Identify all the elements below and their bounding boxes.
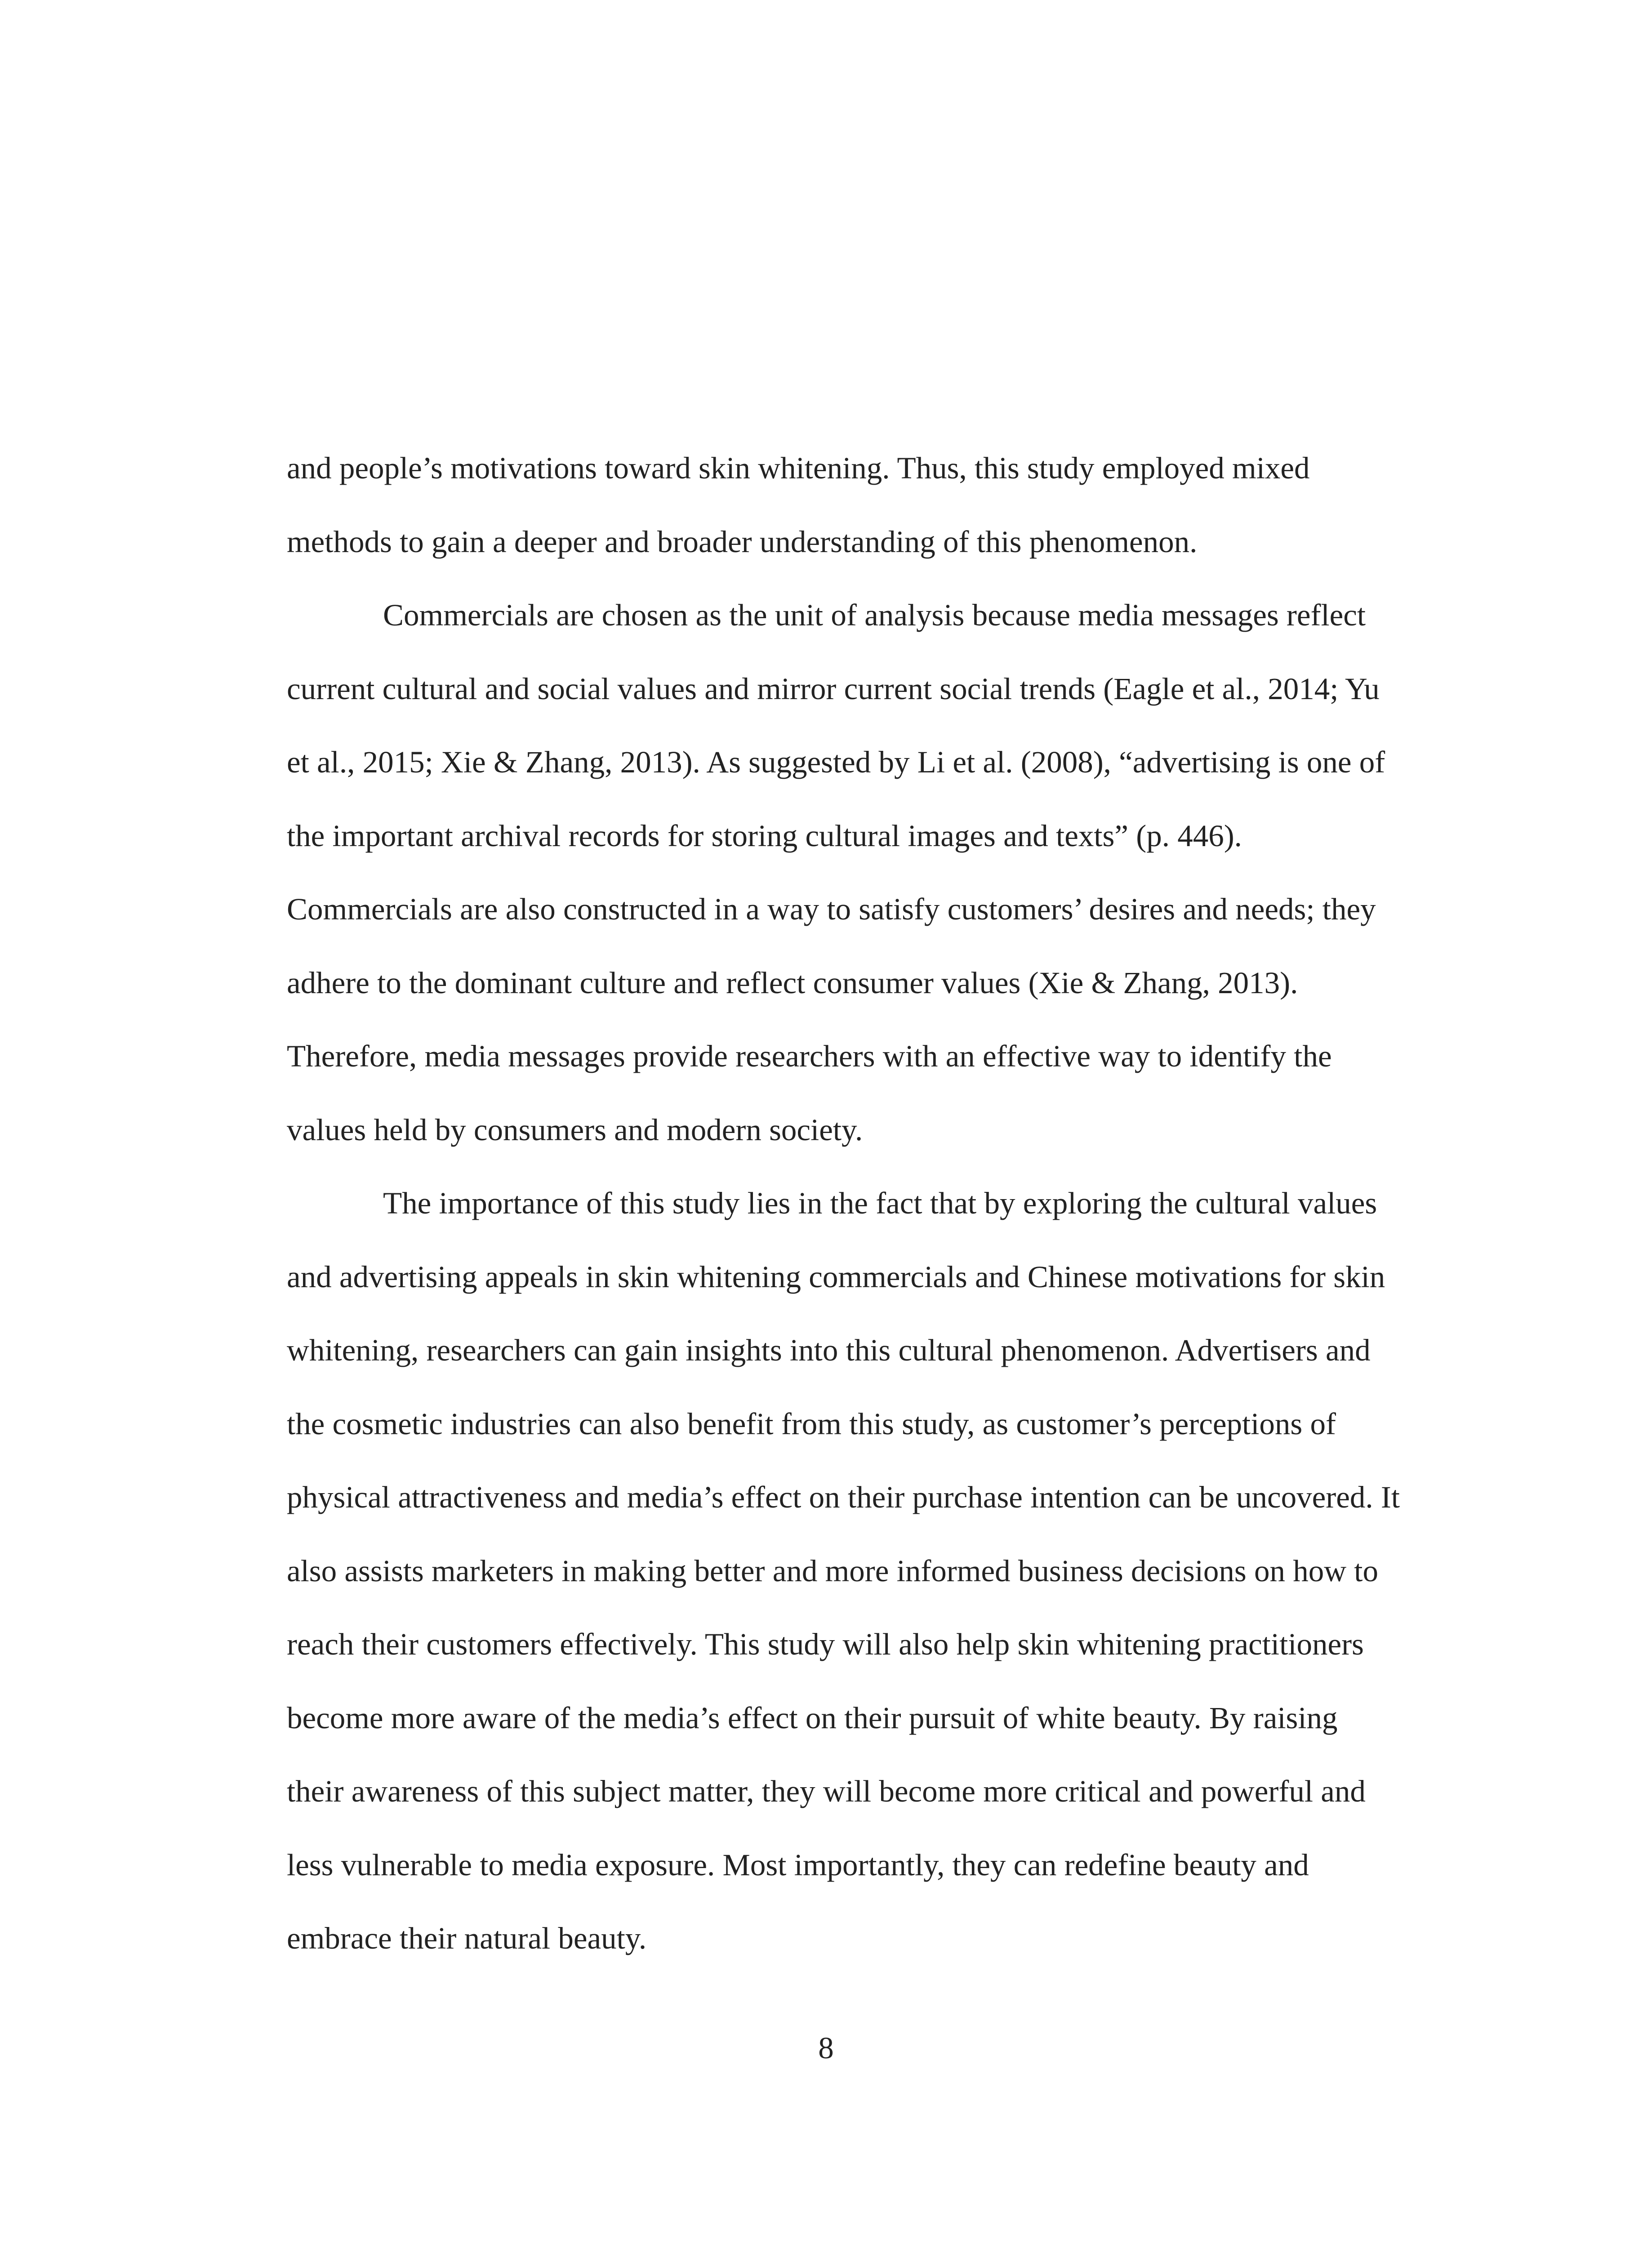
- paragraph-3-line-3: whitening, researchers can gain insights into this cultural phenomenon. Advertisers and: [287, 1333, 1371, 1367]
- paragraph-2-line-3: et al., 2015; Xie & Zhang, 2013). As suggested by Li et al. (2008), “advertising is one of: [287, 745, 1385, 779]
- paragraph-1-line-2: methods to gain a deeper and broader understanding of this phenomenon.: [287, 524, 1198, 559]
- paragraph-2-line-1: Commercials are chosen as the unit of analysis because media messages reflect: [383, 598, 1366, 632]
- paragraph-3-line-7: reach their customers effectively. This study will also help skin whitening practitioners: [287, 1627, 1364, 1661]
- body-text: [287, 432, 1442, 1976]
- page-number: 8: [818, 2031, 834, 2065]
- paragraph-3-line-6: also assists marketers in making better and more informed business decisions on how to: [287, 1553, 1378, 1588]
- paragraph-2-line-6: adhere to the dominant culture and reflect consumer values (Xie & Zhang, 2013).: [287, 965, 1298, 1000]
- paragraph-3-line-5: physical attractiveness and media’s effect on their purchase intention can be uncovered. It: [287, 1480, 1400, 1514]
- paragraph-3-line-1: The importance of this study lies in the fact that by exploring the cultural values: [383, 1186, 1377, 1220]
- paragraph-3-line-2: and advertising appeals in skin whitening commercials and Chinese motivations for skin: [287, 1259, 1385, 1294]
- paragraph-3-line-10: less vulnerable to media exposure. Most importantly, they can redefine beauty and: [287, 1847, 1309, 1882]
- paragraph-2-line-7: Therefore, media messages provide researchers with an effective way to identify the: [287, 1039, 1332, 1073]
- paragraph-2-line-8: values held by consumers and modern society.: [287, 1112, 863, 1147]
- paragraph-3-line-8: become more aware of the media’s effect on their pursuit of white beauty. By raising: [287, 1700, 1338, 1735]
- paragraph-3-line-4: the cosmetic industries can also benefit from this study, as customer’s perceptions of: [287, 1406, 1336, 1441]
- paragraph-3-line-9: their awareness of this subject matter, they will become more critical and powerful and: [287, 1774, 1366, 1808]
- paragraph-2-line-2: current cultural and social values and mirror current social trends (Eagle et al., 2014; Yu: [287, 671, 1380, 706]
- paragraph-3-line-11: embrace their natural beauty.: [287, 1921, 647, 1955]
- paragraph-2-line-4: the important archival records for storing cultural images and texts” (p. 446).: [287, 818, 1242, 853]
- paragraph-2-line-5: Commercials are also constructed in a way to satisfy customers’ desires and needs; they: [287, 892, 1376, 926]
- paragraph-1-line-1: and people’s motivations toward skin whitening. Thus, this study employed mixed: [287, 451, 1310, 485]
